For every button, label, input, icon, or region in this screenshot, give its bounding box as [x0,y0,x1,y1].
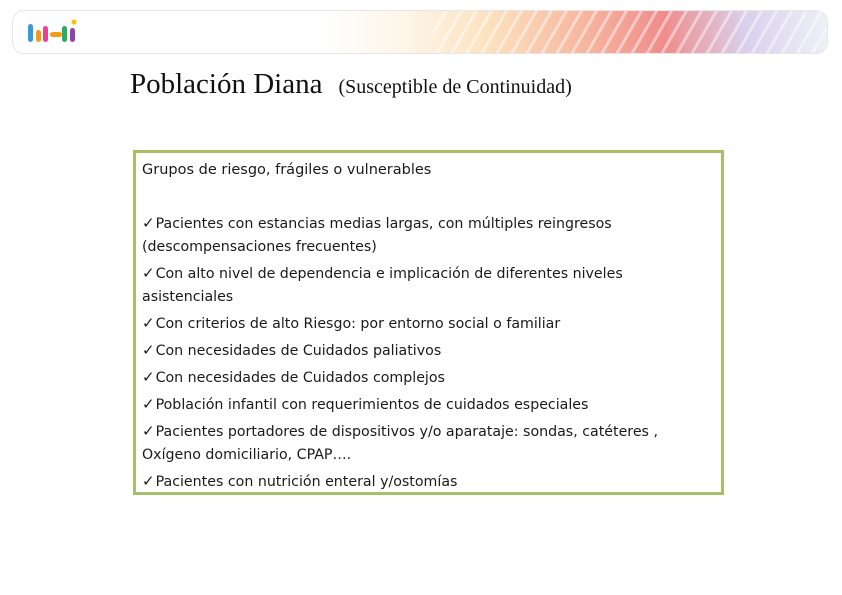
list-item [142,262,713,309]
slide-title-main: Población Diana [130,68,323,100]
list-item [142,393,713,417]
list-item [142,420,713,467]
slide-title-subtitle: (Susceptible de Continuidad) [338,76,572,98]
list-item-text: Población infantil con requerimientos de cuidados especiales [155,397,589,413]
list-item [142,212,713,259]
list-item-text: Pacientes portadores de dispositivos y/o aparataje: sondas, catéteres , Oxígeno domiciliario, CPAP…. [142,424,658,463]
risk-groups-list [142,212,713,494]
list-item [142,366,713,390]
checkmark-icon: ✓ [142,395,155,413]
banner-decoration [433,11,828,54]
checkmark-icon: ✓ [142,422,155,440]
checkmark-icon: ✓ [142,368,155,386]
list-item [142,470,713,494]
list-item-text: Con alto nivel de dependencia e implicación de diferentes niveles asistenciales [142,266,623,305]
checkmark-icon: ✓ [142,314,155,332]
checkmark-icon: ✓ [142,264,155,282]
checkmark-icon: ✓ [142,214,155,232]
list-item [142,312,713,336]
checkmark-icon: ✓ [142,472,155,490]
list-item-text: Con criterios de alto Riesgo: por entorno social o familiar [155,316,561,332]
box-heading: Grupos de riesgo, frágiles o vulnerables [142,162,432,178]
list-item [142,339,713,363]
risk-groups-box [133,150,724,495]
header-banner [12,10,828,54]
brand-logo-icon [26,18,82,48]
list-item-text: Pacientes con estancias medias largas, con múltiples reingresos (descompensaciones frecuentes) [142,216,612,255]
slide-title [130,68,572,101]
list-item-text: Con necesidades de Cuidados complejos [155,370,445,386]
checkmark-icon: ✓ [142,341,155,359]
list-item-text: Con necesidades de Cuidados paliativos [155,343,442,359]
list-item-text: Pacientes con nutrición enteral y/ostomías [155,474,458,490]
